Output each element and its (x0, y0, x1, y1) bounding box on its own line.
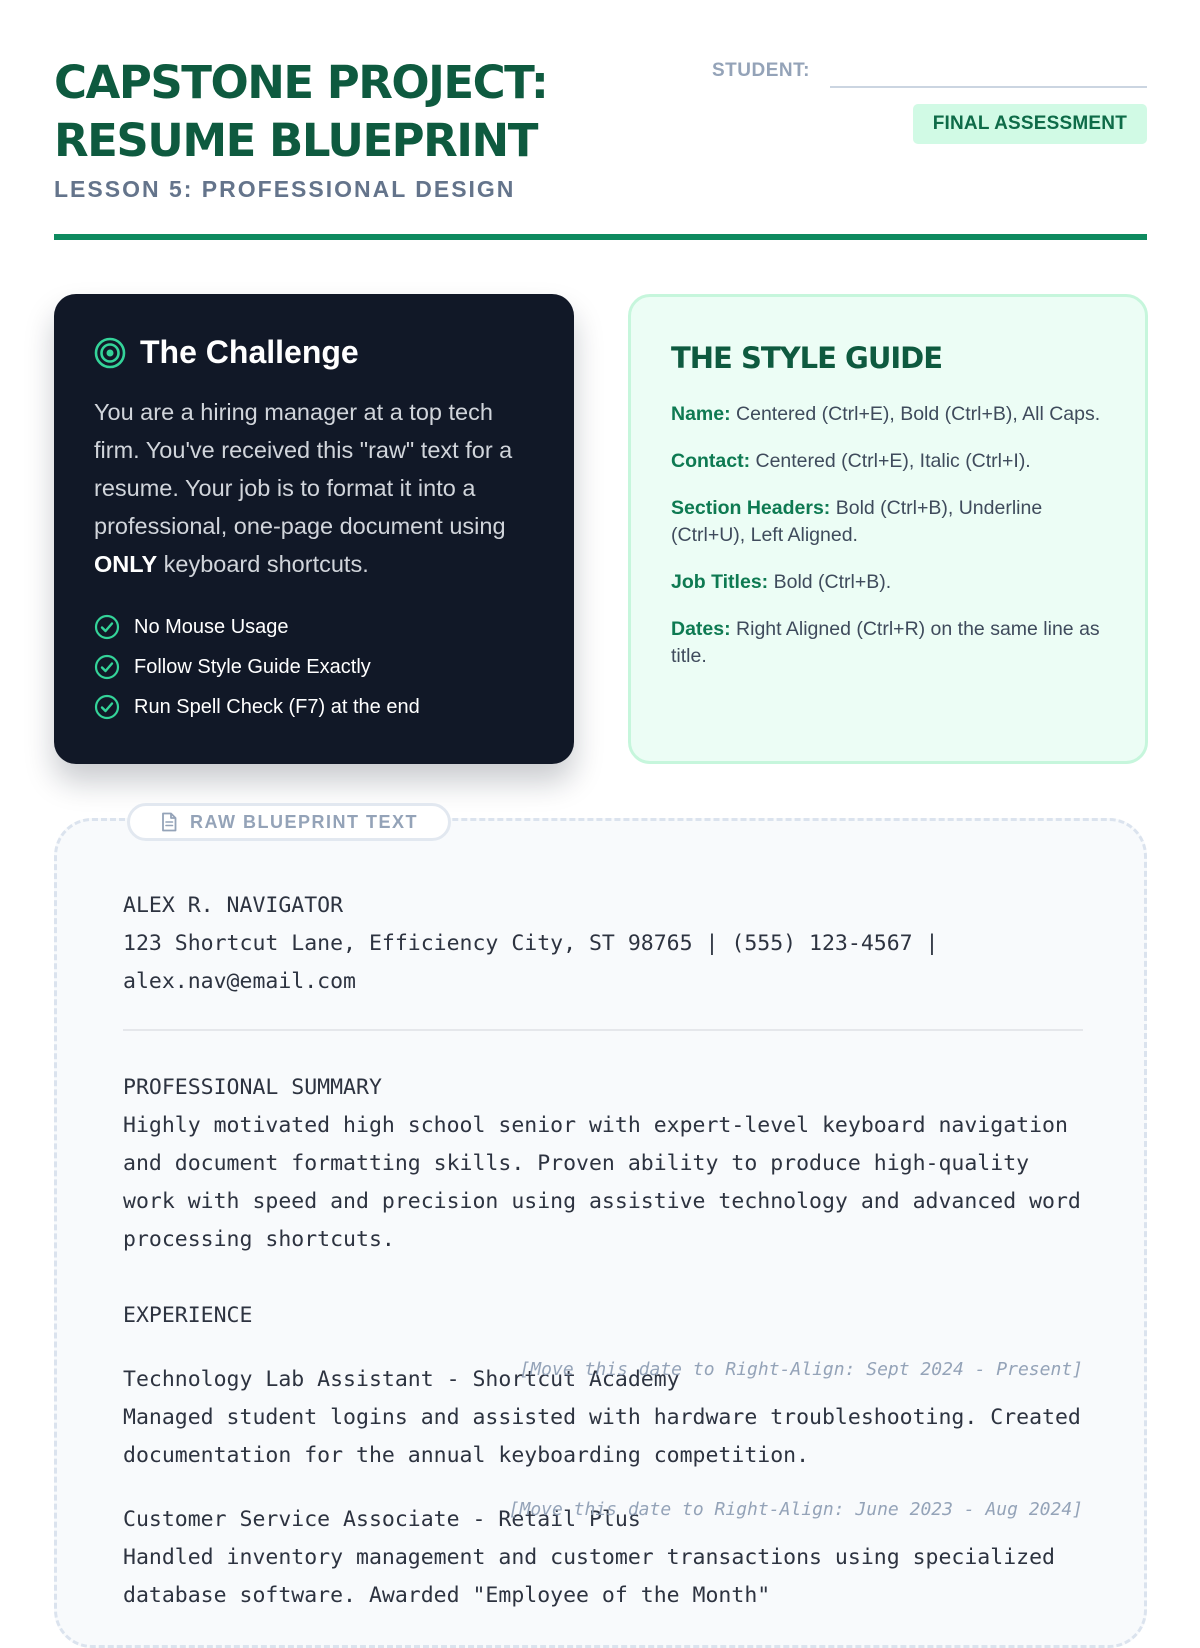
challenge-text-start: You are a hiring manager at a top tech firm. You've received this "raw" text for a resume. Your job is to format it into a professional, one-page document using (94, 399, 513, 539)
style-guide-title: THE STYLE GUIDE (671, 341, 943, 375)
raw-blueprint-label: RAW BLUEPRINT TEXT (190, 811, 418, 832)
resume-contact: 123 Shortcut Lane, Efficiency City, ST 98765 | (555) 123-4567 | alex.nav@email.com (123, 931, 952, 994)
job-title: Customer Service Associate - Retail Plus (123, 1507, 641, 1532)
summary-text: Highly motivated high school senior with expert-level keyboard navigation and document formatting skills. Proven ability to produce high-quality work with speed and precision using assistive technology and advanced word processing shortcuts. (123, 1113, 1094, 1252)
challenge-header (94, 334, 534, 371)
checklist-item-label: Follow Style Guide Exactly (134, 655, 371, 678)
style-guide-rules (671, 401, 1105, 670)
spacer (123, 1335, 1083, 1361)
title-line-1: CAPSTONE PROJECT: (54, 56, 548, 109)
challenge-text-end: keyboard shortcuts. (157, 551, 369, 577)
raw-resume-text (123, 887, 1094, 1615)
style-rule (671, 448, 1105, 475)
checklist-item (94, 607, 534, 647)
job-title: Technology Lab Assistant - Shortcut Academy (123, 1367, 680, 1392)
style-rule-text: Centered (Ctrl+E), Bold (Ctrl+B), All Caps. (730, 403, 1101, 425)
raw-blueprint-panel (54, 811, 1147, 1648)
style-rule-text: Bold (Ctrl+B). (768, 571, 892, 593)
checklist-item (94, 687, 534, 727)
style-rule-text: Centered (Ctrl+E), Italic (Ctrl+I). (750, 450, 1031, 472)
check-circle-icon (94, 654, 120, 680)
date-note: [Move this date to Right-Align: June 2023 - Aug 2024] (508, 1499, 1083, 1520)
job-description: Handled inventory management and customer transactions using specialized database software. Awarded "Employee of the Month" (123, 1545, 1068, 1608)
page-header (54, 0, 1147, 242)
challenge-emphasis: ONLY (94, 551, 158, 577)
job-entry (123, 1501, 1083, 1615)
experience-header: EXPERIENCE (123, 1303, 253, 1328)
student-field (712, 56, 1147, 88)
style-rule-key: Name: (671, 403, 731, 425)
title-line-2: RESUME BLUEPRINT (54, 114, 537, 167)
date-note: [Move this date to Right-Align: Sept 2024 - Present] (519, 1359, 1083, 1380)
challenge-checklist (94, 607, 534, 727)
style-rule-key: Dates: (671, 618, 731, 640)
target-icon (94, 337, 126, 369)
lesson-subtitle: LESSON 5: PROFESSIONAL DESIGN (54, 176, 516, 202)
check-circle-icon (94, 694, 120, 720)
raw-blueprint-tab (127, 803, 451, 841)
resume-divider (123, 1029, 1083, 1031)
style-rule-key: Contact: (671, 450, 751, 472)
spacer (123, 1259, 1083, 1297)
checklist-item-label: Run Spell Check (F7) at the end (134, 695, 420, 718)
style-rule-key: Section Headers: (671, 497, 831, 519)
assignment-page (54, 0, 1147, 1608)
style-rule-text: Right Aligned (Ctrl+R) on the same line as title. (671, 618, 1100, 667)
challenge-card (54, 294, 574, 764)
student-name-line[interactable] (830, 86, 1147, 88)
style-rule-text: Bold (Ctrl+B), Underline (Ctrl+U), Left Aligned. (671, 497, 1043, 546)
style-rule (671, 401, 1105, 428)
job-description: Managed student logins and assisted with hardware troubleshooting. Created documentation for the annual keyboarding competition. (123, 1405, 1094, 1468)
style-rule (671, 616, 1105, 670)
header-divider (54, 234, 1147, 240)
challenge-description (94, 393, 534, 583)
style-rule (671, 569, 1105, 596)
style-rule-key: Job Titles: (671, 571, 769, 593)
student-label: STUDENT: (712, 60, 810, 81)
checklist-item-label: No Mouse Usage (134, 615, 289, 638)
summary-header: PROFESSIONAL SUMMARY (123, 1075, 382, 1100)
job-entry (123, 1359, 1094, 1475)
document-icon (160, 812, 178, 832)
assessment-badge: FINAL ASSESSMENT (913, 104, 1147, 144)
page-title (54, 54, 547, 170)
style-rule (671, 495, 1105, 549)
style-guide-card (628, 294, 1148, 764)
check-circle-icon (94, 614, 120, 640)
checklist-item (94, 647, 534, 687)
spacer (123, 1475, 1083, 1501)
resume-name: ALEX R. NAVIGATOR (123, 893, 344, 918)
challenge-title: The Challenge (140, 334, 359, 370)
